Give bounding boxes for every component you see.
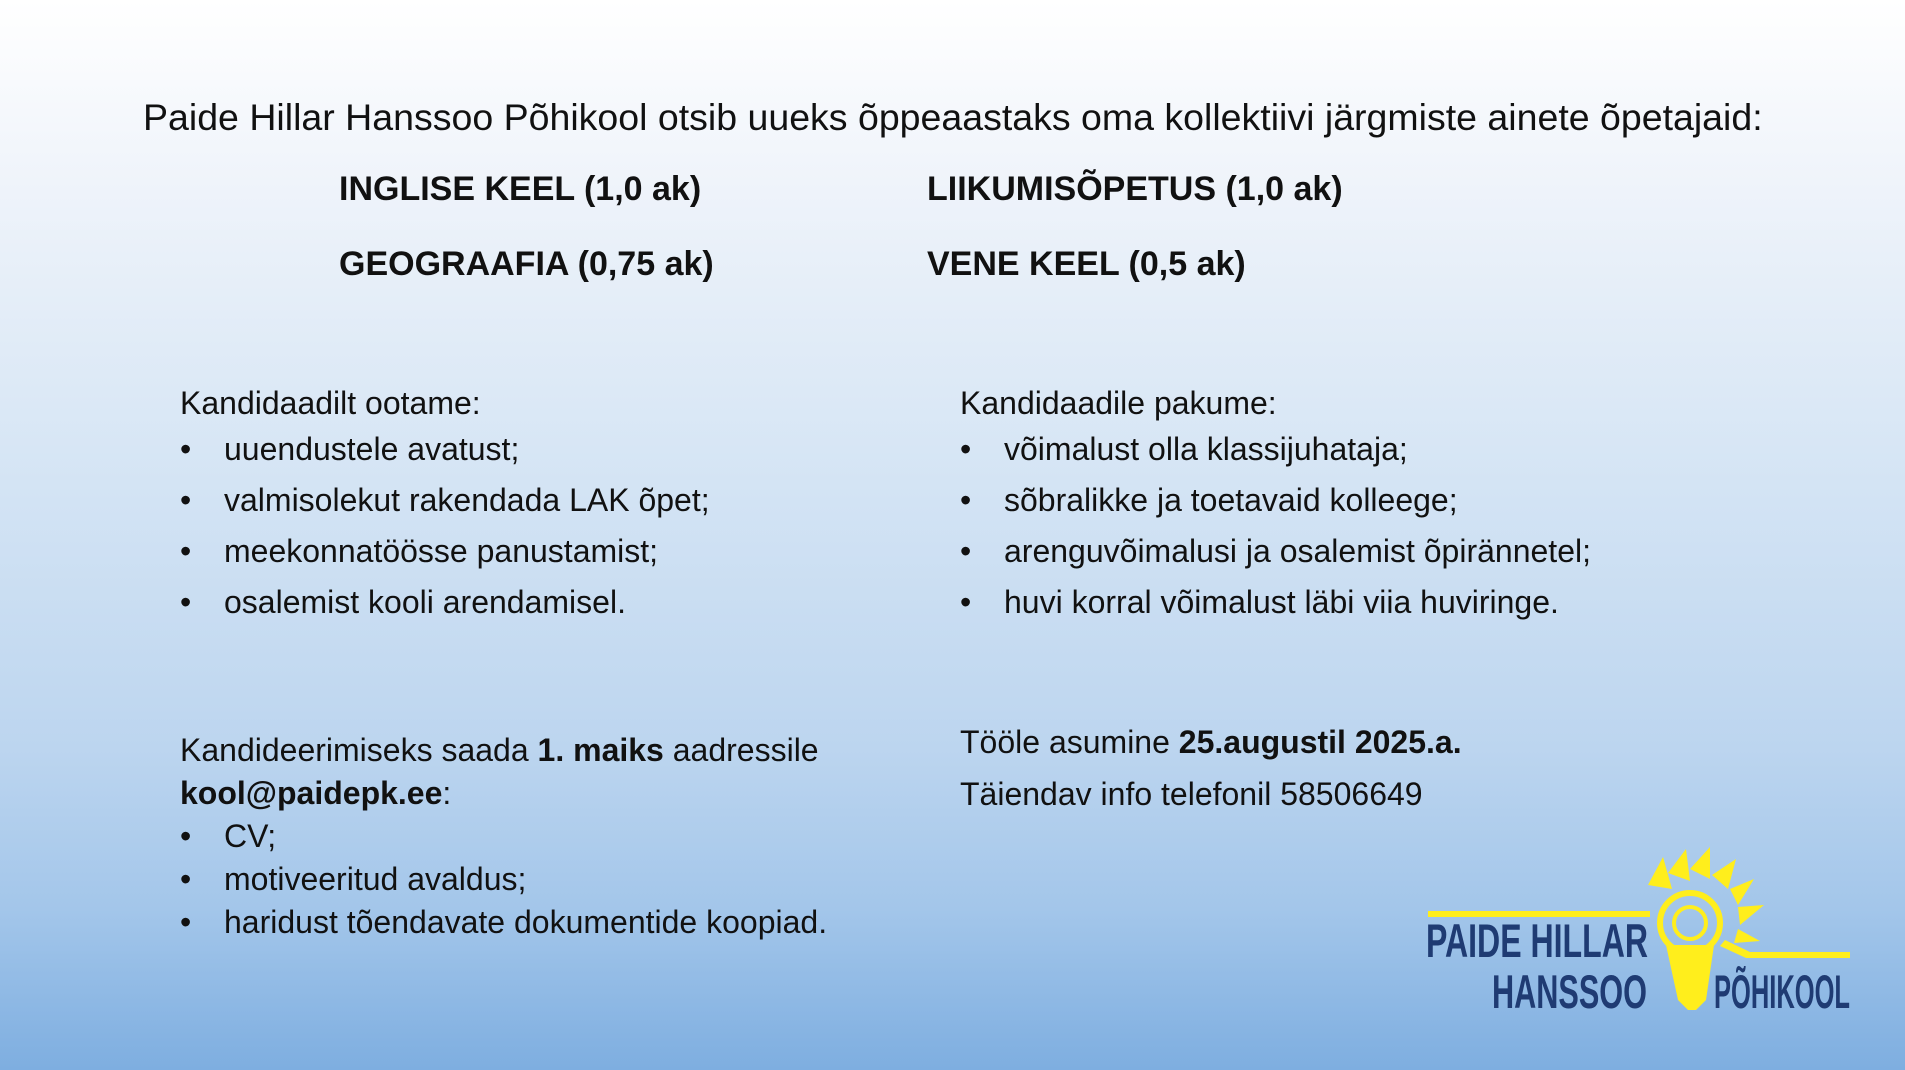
application-text-before: Kandideerimiseks saada bbox=[180, 732, 538, 768]
list-item: • võimalust olla klassijuhataja; bbox=[960, 424, 1591, 475]
application-text bbox=[180, 729, 827, 772]
subject-geography: GEOGRAAFIA (0,75 ak) bbox=[339, 245, 714, 283]
list-item: • haridust tõendavate dokumentide koopiad. bbox=[180, 901, 827, 944]
key-hole-icon bbox=[1674, 907, 1706, 939]
school-logo bbox=[1420, 845, 1855, 1015]
application-documents-list bbox=[180, 815, 827, 944]
key-ring-icon bbox=[1660, 893, 1720, 953]
list-item: • uuendustele avatust; bbox=[180, 424, 710, 475]
offer-label: Kandidaadile pakume: bbox=[960, 385, 1277, 421]
start-info-section bbox=[960, 716, 1462, 820]
list-item: • arenguvõimalusi ja osalemist õpirännetel; bbox=[960, 526, 1591, 577]
application-colon: : bbox=[442, 775, 452, 811]
list-item: • huvi korral võimalust läbi viia huviringe. bbox=[960, 577, 1591, 628]
start-date: 25.augustil 2025.a. bbox=[1178, 724, 1462, 760]
start-date-label: Tööle asumine bbox=[960, 724, 1179, 760]
expectations-list bbox=[180, 424, 710, 628]
list-item: • sõbralikke ja toetavaid kolleege; bbox=[960, 475, 1591, 526]
offer-list bbox=[960, 424, 1591, 628]
application-deadline: 1. maiks bbox=[537, 732, 664, 768]
subject-physical-education: LIIKUMISÕPETUS (1,0 ak) bbox=[927, 170, 1343, 208]
expectations-section bbox=[180, 382, 710, 628]
application-text-after: aadressile bbox=[663, 732, 819, 768]
logo-text-line2-left: HANSSOO bbox=[1492, 965, 1647, 1015]
key-blade-icon bbox=[1666, 945, 1714, 1010]
start-date-line bbox=[960, 716, 1462, 768]
offer-section bbox=[960, 382, 1591, 628]
logo-line-right bbox=[1720, 940, 1850, 958]
list-item: • meekonnatöösse panustamist; bbox=[180, 526, 710, 577]
intro-heading: Paide Hillar Hanssoo Põhikool otsib uueks õppeaastaks oma kollektiivi järgmiste ainete õpetajaid: bbox=[143, 96, 1763, 138]
list-item: • CV; bbox=[180, 815, 827, 858]
list-item: • osalemist kooli arendamisel. bbox=[180, 577, 710, 628]
application-email[interactable]: kool@paidepk.ee bbox=[180, 775, 443, 811]
application-email-line bbox=[180, 772, 827, 815]
expectations-label: Kandidaadilt ootame: bbox=[180, 385, 481, 421]
logo-text-line1: PAIDE HILLAR bbox=[1426, 914, 1648, 967]
list-item: • motiveeritud avaldus; bbox=[180, 858, 827, 901]
subject-english: INGLISE KEEL (1,0 ak) bbox=[339, 170, 702, 208]
application-section bbox=[180, 729, 827, 944]
subject-russian: VENE KEEL (0,5 ak) bbox=[927, 245, 1246, 283]
list-item: • valmisolekut rakendada LAK õpet; bbox=[180, 475, 710, 526]
logo-text-line2-right: PÕHIKOOL bbox=[1714, 965, 1850, 1015]
school-logo-graphic bbox=[1420, 845, 1855, 1015]
phone-line: Täiendav info telefonil 58506649 bbox=[960, 776, 1423, 812]
